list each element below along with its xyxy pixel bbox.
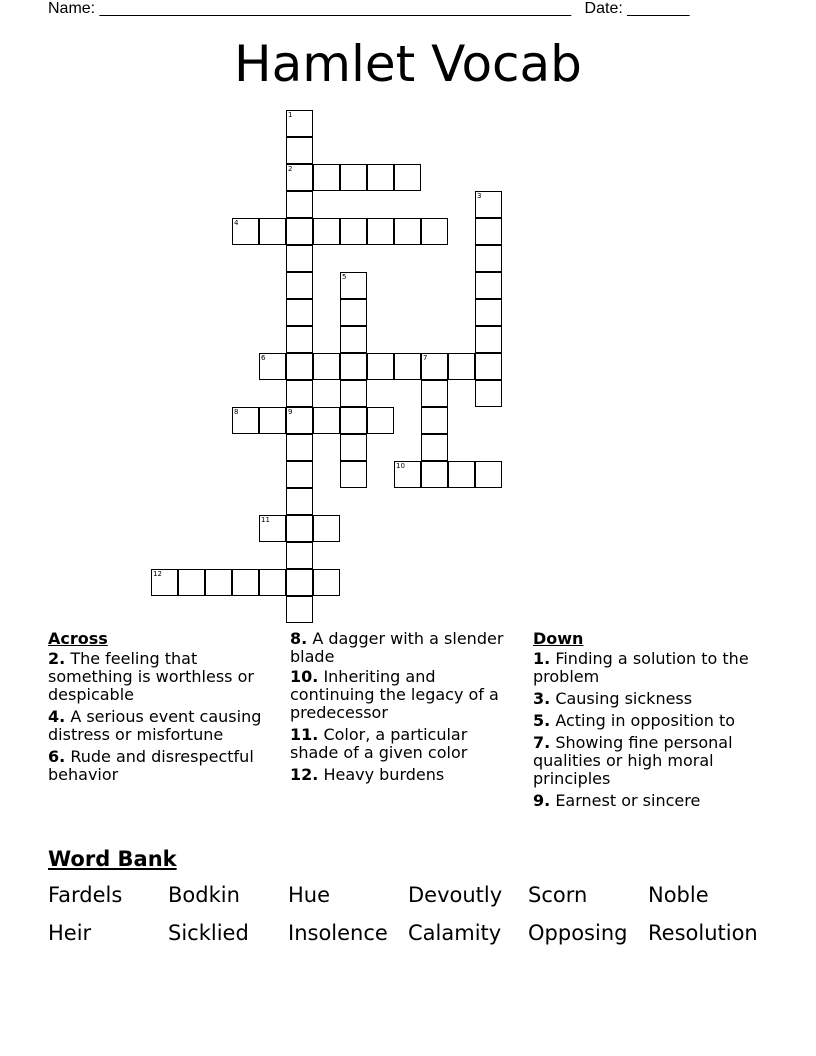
crossword-cell[interactable] [259,353,286,380]
word-bank-item: Heir [48,921,92,945]
cell-number: 2 [288,165,293,173]
crossword-cell[interactable] [475,191,502,218]
clue-down-7: 7. Showing fine personal qualities or high moral principles [533,733,733,788]
crossword-cell[interactable] [313,218,340,245]
crossword-cell[interactable] [367,218,394,245]
crossword-cell[interactable] [286,272,313,299]
crossword-cell[interactable] [367,353,394,380]
crossword-cell[interactable] [286,488,313,515]
crossword-cell[interactable] [340,272,367,299]
crossword-cell[interactable] [367,164,394,191]
across-heading: Across [48,629,108,648]
word-bank-item: Devoutly [408,883,503,907]
crossword-cell[interactable] [340,218,367,245]
crossword-cell[interactable] [286,461,313,488]
crossword-cell[interactable] [286,110,313,137]
word-bank-item: Calamity [408,921,502,945]
crossword-cell[interactable] [340,326,367,353]
crossword-cell[interactable] [394,164,421,191]
crossword-cell[interactable] [286,245,313,272]
page-title: Hamlet Vocab [234,35,582,93]
cell-number: 7 [423,354,428,362]
crossword-cell[interactable] [448,461,475,488]
crossword-cell[interactable] [421,380,448,407]
name-label: Name: [48,0,96,17]
crossword-cell[interactable] [340,461,367,488]
cell-number: 8 [234,408,239,416]
crossword-cell[interactable] [340,353,367,380]
crossword-cell[interactable] [286,596,313,623]
crossword-cell[interactable] [394,218,421,245]
word-bank-item: Fardels [48,883,123,907]
crossword-cell[interactable] [286,137,313,164]
word-bank-item: Opposing [528,921,628,945]
clue-across-12: 12. Heavy burdens [290,765,445,784]
word-bank [48,880,768,956]
clue-across-11: 11. Color, a particular shade of a given color [290,725,468,762]
crossword-cell[interactable] [286,407,313,434]
crossword-cell[interactable] [286,380,313,407]
crossword-cell[interactable] [286,218,313,245]
crossword-cell[interactable] [259,569,286,596]
crossword-cell[interactable] [475,245,502,272]
crossword-cell[interactable] [448,353,475,380]
crossword-cell[interactable] [286,515,313,542]
across-clues-column [48,630,273,788]
crossword-cell[interactable] [286,326,313,353]
cell-number: 1 [288,111,293,119]
word-bank-item: Noble [648,883,709,907]
crossword-cell[interactable] [340,164,367,191]
crossword-cell[interactable] [259,218,286,245]
clue-across-2: 2. The feeling that something is worthless or despicable [48,649,254,704]
crossword-cell[interactable] [178,569,205,596]
cell-number: 3 [477,192,482,200]
crossword-cell[interactable] [259,515,286,542]
crossword-cell[interactable] [475,353,502,380]
crossword-cell[interactable] [259,407,286,434]
crossword-cell[interactable] [475,272,502,299]
cell-number: 6 [261,354,266,362]
crossword-cell[interactable] [475,299,502,326]
cell-number: 9 [288,408,293,416]
crossword-cell[interactable] [286,434,313,461]
across-clues-column-2 [290,630,515,788]
crossword-cell[interactable] [394,353,421,380]
crossword-cell[interactable] [367,407,394,434]
down-heading: Down [533,629,584,648]
crossword-cell[interactable] [313,407,340,434]
name-line[interactable]: _____________________________________________________ [99,0,572,17]
crossword-cell[interactable] [313,353,340,380]
crossword-cell[interactable] [475,326,502,353]
crossword-cell[interactable] [232,218,259,245]
word-bank-item: Resolution [648,921,758,945]
cell-number: 4 [234,219,239,227]
word-bank-item: Scorn [528,883,588,907]
crossword-cell[interactable] [151,569,178,596]
crossword-cell[interactable] [232,569,259,596]
crossword-cell[interactable] [313,515,340,542]
word-bank-item: Sicklied [168,921,249,945]
crossword-cell[interactable] [205,569,232,596]
word-bank-title: Word Bank [48,847,177,871]
crossword-cell[interactable] [286,542,313,569]
clue-down-9: 9. Earnest or sincere [533,791,701,810]
crossword-cell[interactable] [313,164,340,191]
crossword-cell[interactable] [286,191,313,218]
crossword-cell[interactable] [475,461,502,488]
date-label: Date: [584,0,623,17]
date-line[interactable]: _______ [627,0,690,17]
cell-number: 10 [396,462,405,470]
crossword-cell[interactable] [421,461,448,488]
crossword-cell[interactable] [313,569,340,596]
down-clues-column [533,630,763,814]
cell-number: 12 [153,570,162,578]
crossword-cell[interactable] [340,299,367,326]
crossword-cell[interactable] [421,353,448,380]
clue-across-10: 10. Inheriting and continuing the legacy of a predecessor [290,667,499,722]
crossword-cell[interactable] [475,380,502,407]
crossword-cell[interactable] [421,218,448,245]
crossword-cell[interactable] [421,434,448,461]
word-bank-item: Hue [288,883,331,907]
clue-across-8: 8. A dagger with a slender blade [290,629,504,666]
crossword-cell[interactable] [421,407,448,434]
clue-across-4: 4. A serious event causing distress or misfortune [48,707,262,744]
crossword-cell[interactable] [286,164,313,191]
crossword-cell[interactable] [286,569,313,596]
crossword-cell[interactable] [340,407,367,434]
cell-number: 5 [342,273,347,281]
crossword-cell[interactable] [232,407,259,434]
crossword-cell[interactable] [475,218,502,245]
crossword-cell[interactable] [394,461,421,488]
crossword-cell[interactable] [286,353,313,380]
crossword-cell[interactable] [340,380,367,407]
crossword-cell[interactable] [286,299,313,326]
clue-down-5: 5. Acting in opposition to [533,711,736,730]
crossword-cell[interactable] [340,434,367,461]
clue-down-1: 1. Finding a solution to the problem [533,649,749,686]
clue-down-3: 3. Causing sickness [533,689,693,708]
cell-number: 11 [261,516,270,524]
word-bank-item: Insolence [288,921,388,945]
clue-across-6: 6. Rude and disrespectful behavior [48,747,254,784]
word-bank-item: Bodkin [168,883,240,907]
